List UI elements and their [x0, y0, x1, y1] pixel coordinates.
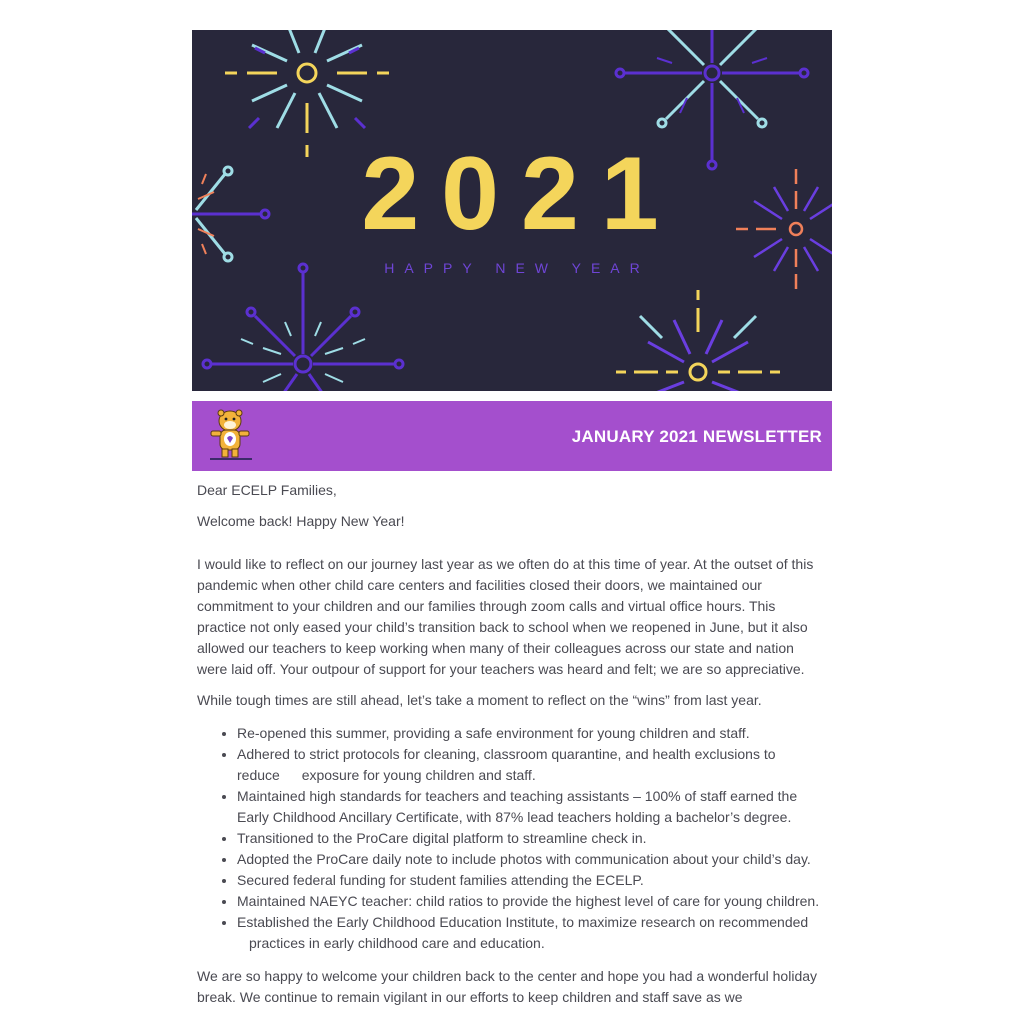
newsletter-header	[192, 401, 832, 471]
new-year-banner	[192, 30, 832, 391]
list-item: • Transitioned to the ProCare digital platform to streamline check in.	[237, 828, 827, 849]
list-item-text: practices in early childhood care and education.	[249, 935, 545, 951]
list-item	[237, 744, 827, 786]
reflection-paragraph: I would like to reflect on our journey last year as we often do at this time of year. At the outset of this pandemic when other child care centers and facilities closed their doors, we maintained our commitment to your children and our families through zoom calls and virtual office hours. This practice not only eased your child’s transition back to school when we reopened in June, but it also allowed our teachers to keep working when many of their colleagues across our state and nation were laid off. Your outpour of support for your teachers was heard and felt; we are so appreciative.	[197, 556, 814, 677]
list-item: • Secured federal funding for student families attending the ECELP.	[237, 870, 827, 891]
list-item: • Re-opened this summer, providing a safe environment for young children and staff.	[237, 723, 827, 744]
list-item-text: exposure for young children and staff.	[301, 767, 536, 783]
letter-body	[197, 480, 827, 1008]
list-item-text: Established the Early Childhood Education Institute, to maximize research on recommended	[237, 914, 809, 930]
list-item: • Maintained high standards for teachers and teaching assistants – 100% of staff earned the Early Childhood Ancillary Certificate, with 87% lead teachers holding a bachelor’s degree.	[237, 786, 827, 828]
list-item-text: Adhered to strict protocols for cleaning, classroom quarantine, and health exclusions to	[237, 746, 776, 762]
wins-intro: While tough times are still ahead, let’s take a moment to reflect on the “wins” from last year.	[197, 692, 762, 708]
banner-greeting: HAPPY NEW YEAR	[384, 260, 650, 276]
tiger-mascot-icon	[206, 409, 254, 463]
salutation: Dear ECELP Families,	[197, 482, 337, 498]
banner-year: 2021	[361, 136, 681, 252]
list-item: • Adopted the ProCare daily note to include photos with communication about your child’s day.	[237, 849, 827, 870]
wins-list	[197, 723, 827, 954]
closing-paragraph: We are so happy to welcome your children back to the center and hope you had a wonderful holiday break. We continue to remain vigilant in our efforts to keep children and staff save as we	[197, 968, 818, 1005]
list-item-text: reduce	[237, 767, 280, 783]
list-item	[237, 912, 827, 954]
firework-bottom-right	[616, 290, 780, 391]
newsletter-title: JANUARY 2021 NEWSLETTER	[571, 427, 822, 446]
firework-bottom-left	[203, 264, 403, 391]
list-item: • Maintained NAEYC teacher: child ratios to provide the highest level of care for young children.	[237, 891, 827, 912]
newsletter	[192, 30, 832, 446]
welcome-line: Welcome back! Happy New Year!	[197, 513, 405, 529]
